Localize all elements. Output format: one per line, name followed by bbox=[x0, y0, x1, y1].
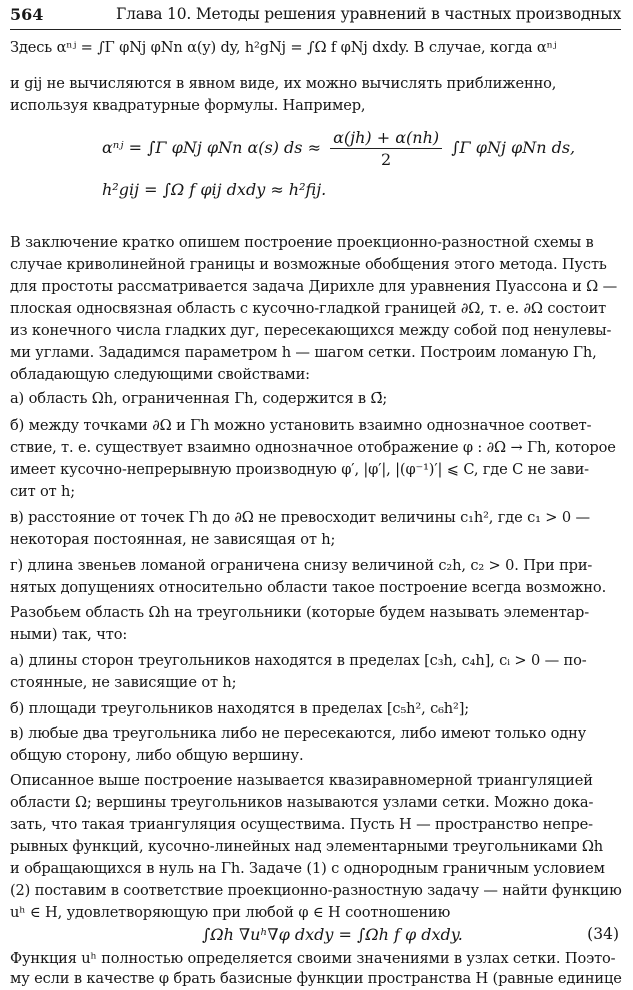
text-line: В заключение кратко опишем построение проекционно-разностной схемы в bbox=[10, 234, 594, 251]
text-line: общую сторону, либо общую вершину. bbox=[10, 747, 304, 764]
text-line: нятых допущениях относительно области такое построение всегда возможно. bbox=[10, 579, 607, 596]
text-line: случае криволинейной границы и возможные обобщения этого метода. Пусть bbox=[10, 256, 607, 273]
equation-number: (34) bbox=[587, 925, 619, 943]
page-number: 564 bbox=[10, 5, 44, 24]
text-line: Описанное выше построение называется квазиравномерной триангуляцией bbox=[10, 772, 593, 789]
text-line: а) длины сторон треугольников находятся в пределах [c₃h, c₄h], cᵢ > 0 — по- bbox=[10, 652, 587, 669]
text-line: б) между точками ∂Ω и Γh можно установить взаимно однозначное соответ- bbox=[10, 417, 592, 434]
text-line: Здесь αⁿʲ = ∫Γ φNj φNn α(y) dy, h²gNj = ∫Ω f φNj dxdy. В случае, когда αⁿʲ bbox=[10, 39, 557, 56]
text-line: зать, что такая триангуляция осуществима. Пусть H — пространство непре- bbox=[10, 816, 593, 833]
text-line: рывных функций, кусочно-линейных над элементарными треугольниками Ωh bbox=[10, 838, 604, 855]
equation-alpha-left: αⁿʲ = ∫Γ φNj φNn α(s) ds ≈ bbox=[102, 138, 321, 157]
text-line: (2) поставим в соответствие проекционно-разностную задачу — найти функцию bbox=[10, 882, 622, 899]
text-line: в) любые два треугольника либо не пересекаются, либо имеют только одну bbox=[10, 725, 587, 742]
text-line: обладающую следующими свойствами: bbox=[10, 366, 310, 383]
fraction-denominator: 2 bbox=[381, 150, 392, 169]
text-line: му если в качестве φ брать базисные функции пространства H (равные единице bbox=[10, 970, 622, 987]
text-line: имеет кусочно-непрерывную производную φ′, |φ′|, |(φ⁻¹)′| ⩽ C, где C не зави- bbox=[10, 461, 589, 478]
text-line: для простоты рассматривается задача Дирихле для уравнения Пуассона и Ω — bbox=[10, 278, 618, 295]
text-line: б) площади треугольников находятся в пределах [c₅h², c₆h²]; bbox=[10, 700, 470, 717]
text-line: области Ω; вершины треугольников называются узлами сетки. Можно дока- bbox=[10, 794, 594, 811]
text-line: Разобьем область Ωh на треугольники (которые будем называть элементар- bbox=[10, 604, 590, 621]
text-line: Функция uʰ полностью определяется своими значениями в узлах сетки. Поэто- bbox=[10, 950, 616, 967]
text-line: плоская односвязная область с кусочно-гладкой границей ∂Ω, т. е. ∂Ω состоит bbox=[10, 300, 607, 317]
equation-g: h²gij = ∫Ω f φij dxdy ≈ h²fij. bbox=[102, 180, 327, 199]
text-line: и gij не вычисляются в явном виде, их можно вычислять приближенно, bbox=[10, 75, 557, 92]
chapter-title: Глава 10. Методы решения уравнений в частных производных bbox=[116, 5, 621, 23]
fraction-numerator: α(jh) + α(nh) bbox=[330, 128, 442, 149]
text-line: ными) так, что: bbox=[10, 626, 128, 643]
text-line: а) область Ωh, ограниченная Γh, содержится в Ω̄; bbox=[10, 390, 388, 407]
text-line: и обращающихся в нуль на Γh. Задаче (1) с однородным граничным условием bbox=[10, 860, 605, 877]
text-line: в) расстояние от точек Γh до ∂Ω не превосходит величины c₁h², где c₁ > 0 — bbox=[10, 509, 590, 526]
text-line: г) длина звеньев ломаной ограничена снизу величиной c₂h, c₂ > 0. При при- bbox=[10, 557, 593, 574]
text-line: ствие, т. е. существует взаимно однозначное отображение φ : ∂Ω → Γh, которое bbox=[10, 439, 616, 456]
page-header bbox=[10, 3, 621, 30]
equation-alpha bbox=[102, 128, 575, 169]
text-line: из конечного числа гладких дуг, пересекающихся между собой под ненулевы- bbox=[10, 322, 612, 339]
text-line: некоторая постоянная, не зависящая от h; bbox=[10, 531, 336, 548]
text-line: uʰ ∈ H, удовлетворяющую при любой φ ∈ H соотношению bbox=[10, 904, 451, 921]
equation-alpha-fraction bbox=[330, 128, 442, 169]
equation-34: ∫Ωh ∇uʰ∇φ dxdy = ∫Ωh f φ dxdy. bbox=[202, 925, 463, 944]
text-line: сит от h; bbox=[10, 483, 76, 500]
text-line: ми углами. Зададимся параметром h — шагом сетки. Построим ломаную Γh, bbox=[10, 344, 597, 361]
text-line: используя квадратурные формулы. Например, bbox=[10, 97, 366, 114]
text-line: стоянные, не зависящие от h; bbox=[10, 674, 237, 691]
equation-alpha-right: ∫Γ φNj φNn ds, bbox=[451, 138, 576, 157]
